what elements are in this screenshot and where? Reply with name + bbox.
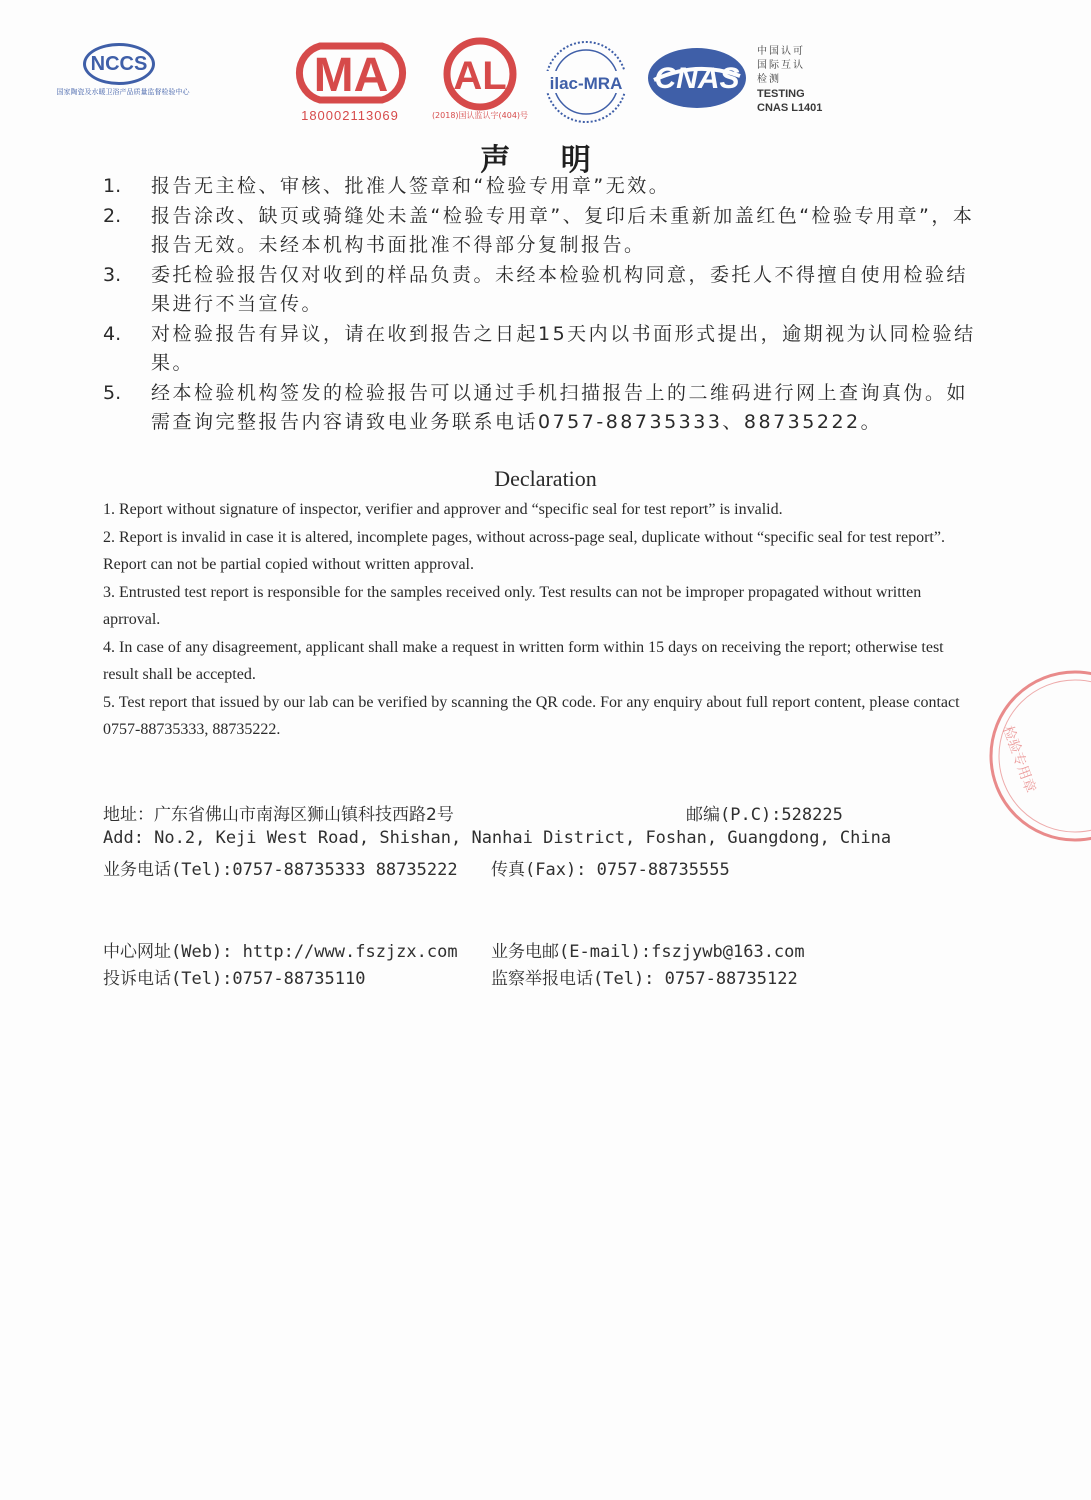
cma-logo-text: MA <box>313 49 389 102</box>
cal-subtitle: (2018)国认监认字(404)号 <box>431 111 529 120</box>
email: 业务电邮(E-mail):fszjywb@163.com <box>491 942 805 962</box>
website: 中心网址(Web): http://www.fszjzx.com <box>103 942 458 962</box>
inspection-seal <box>975 668 1091 844</box>
address-cn: 地址：广东省佛山市南海区狮山镇科技西路2号 <box>103 805 454 825</box>
statement-item-text: 经本检验机构签发的检验报告可以通过手机扫描报告上的二维码进行网上查询真伪。如需查询完整报告内容请致电业务联系电话0757-88735333、88735222。 <box>151 382 969 433</box>
cnas-caption-line: CNAS L1401 <box>757 102 823 114</box>
seal-text: 检验专用章 <box>999 723 1039 796</box>
declaration-item: 5. Test report that issued by our lab can be verified by scanning the QR code. For any enquiry about full report content, please contact 0757-88735333, 88735222. <box>103 693 960 738</box>
declaration-item: 2. Report is invalid in case it is altered, incomplete pages, without across-page seal, duplicate without “specific seal for test report”. Report can not be partial copied without written approval. <box>103 528 945 573</box>
nccs-subtitle: 国家陶瓷及水暖卫浴产品质量监督检验中心 <box>56 88 190 96</box>
statement-item-text: 报告涂改、缺页或骑缝处未盖“检验专用章”、复印后未重新加盖红色“检验专用章”，本报告无效。未经本机构书面批准不得部分复制报告。 <box>151 205 975 256</box>
cnas-caption-line: 国际互认 <box>757 60 805 71</box>
nccs-logo <box>83 43 155 85</box>
cnas-caption-line: TESTING <box>757 88 805 100</box>
cnas-caption-line: 中国认可 <box>757 46 805 57</box>
statement-item-number: 2. <box>103 205 122 227</box>
cnas-logo <box>646 46 748 110</box>
statement-item <box>103 261 983 319</box>
statement-item-text: 报告无主检、审核、批准人签章和“检验专用章”无效。 <box>151 175 671 197</box>
statement-item <box>103 202 983 260</box>
postcode: 邮编(P.C):528225 <box>686 805 843 825</box>
statement-item-text: 对检验报告有异议，请在收到报告之日起15天内以书面形式提出，逾期视为认同检验结果。 <box>151 323 976 374</box>
cma-logo <box>290 40 412 106</box>
address-en: Add: No.2, Keji West Road, Shishan, Nanhai District, Foshan, Guangdong, China <box>103 828 892 848</box>
statement-title: 声 明 <box>480 143 611 178</box>
cal-logo <box>434 36 526 112</box>
declaration-list <box>103 496 963 744</box>
statement-item <box>103 379 983 437</box>
business-tel: 业务电话(Tel):0757-88735333 88735222 <box>103 860 458 880</box>
declaration-item: 3. Entrusted test report is responsible for the samples received only. Test results can not be improper propagated without written aprroval. <box>103 583 922 628</box>
nccs-logo-text: NCCS <box>90 52 148 75</box>
statement-item-number: 5. <box>103 382 122 404</box>
declaration-item: 4. In case of any disagreement, applicant shall make a request in written form within 15 days on receiving the report; otherwise test result shall be accepted. <box>103 638 944 683</box>
cnas-caption <box>757 45 822 115</box>
ilac-logo-text: ilac-MRA <box>549 74 623 93</box>
ilac-mra-logo <box>542 38 630 126</box>
statement-list <box>103 172 983 438</box>
cal-logo-text: AL <box>453 54 507 98</box>
statement-item-number: 1. <box>103 175 122 197</box>
statement-item <box>103 172 983 201</box>
statement-item-text: 委托检验报告仅对收到的样品负责。未经本检验机构同意，委托人不得擅自使用检验结果进行不当宣传。 <box>151 264 969 315</box>
cnas-logo-text: CNAS <box>654 62 740 95</box>
declaration-title: Declaration <box>494 466 597 491</box>
statement-item-number: 4. <box>103 323 122 345</box>
fax: 传真(Fax): 0757-88735555 <box>491 860 730 880</box>
statement-item-number: 3. <box>103 264 122 286</box>
cma-number: 180002113069 <box>301 108 399 123</box>
declaration-item: 1. Report without signature of inspector, verifier and approver and “specific seal for test report” is invalid. <box>103 501 783 518</box>
cnas-caption-line: 检测 <box>757 74 781 85</box>
complaint-tel: 投诉电话(Tel):0757-88735110 <box>103 969 366 989</box>
statement-item <box>103 320 983 378</box>
supervision-tel: 监察举报电话(Tel): 0757-88735122 <box>491 969 798 989</box>
